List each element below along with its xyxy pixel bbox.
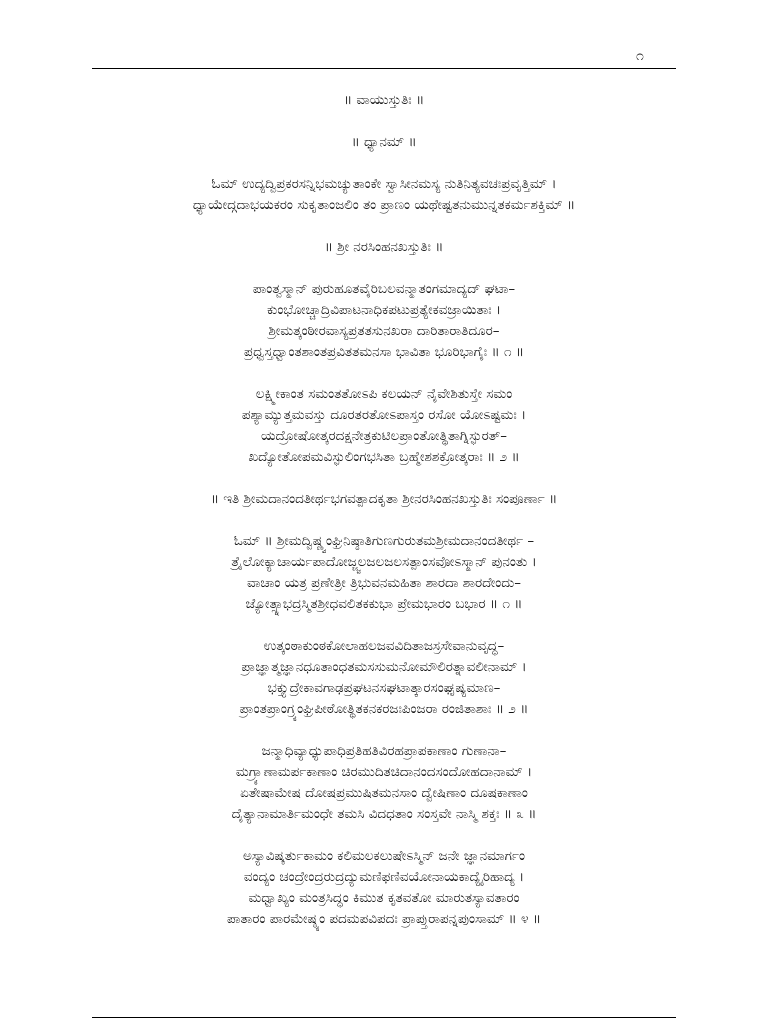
verse-line: ಪಶ್ಯಾಮ್ಯುತ್ತಮವಸ್ತು ದೂರತರತೋಽಪಾಸ್ತಂ ರಸೋ ಯೋಽಷ್ಟಮಃ ।	[241, 407, 527, 423]
verse-line: ಕುಂಭೋಚ್ಚಾದ್ರಿವಿಪಾಟನಾಧಿಕಪಟುಪ್ರತ್ಯೇಕವಜ್ರಾಯಿತಾಃ ।	[266, 302, 502, 318]
vayu-verse-4	[92, 846, 676, 930]
verse-line: ಏತೇಷಾಮೇಷ ದೋಷಪ್ರಮುಷಿತಮನಸಾಂ ದ್ವೇಷಿಣಾಂ ದೂಷಕಾಣಾಂ	[240, 785, 528, 801]
verse-line: ವಾಚಾಂ ಯತ್ರ ಪ್ರಣೇತ್ರೀ ತ್ರಿಭುವನಮಹಿತಾ ಶಾರದಾ ಶಾರದೇಂದು–	[246, 575, 522, 591]
verse-line: ಉತ್ಕಂಠಾಕುಂಠಕೋಲಾಹಲಜವವಿದಿತಾಜಸ್ರಸೇವಾನುವೃದ್ಧ–	[263, 638, 505, 654]
verse-line: ಪಾತಾರಂ ಪಾರಮೇಷ್ಠ್ಯಂ ಪದಮಪವಿಪದಃ ಪ್ರಾಪ್ತುರಾಪನ್ನಪುಂಸಾಮ್ ॥ ೪ ॥	[226, 911, 542, 927]
verse-line: ಶ್ರೀಮತ್ಕಂಠೀರವಾಸ್ಯಪ್ರತತಸುನಖರಾ ದಾರಿತಾರಾತಿದೂರ–	[268, 323, 500, 339]
verse-line: ಭಕ್ತ್ಯುದ್ರೇಕಾವಗಾಢಪ್ರಘಟನಸಘಟಾತ್ಕಾರಸಂಘೃಷ್ಯಮಾಣ–	[267, 680, 501, 696]
verse-line: ಮಗ್ರ್ಯಾಣಾಮರ್ಪಕಾಣಾಂ ಚಿರಮುದಿತಚಿದಾನಂದಸಂದೋಹದಾನಾಮ್ ।	[235, 764, 533, 780]
verse-line: ತ್ರೈಲೋಕ್ಯಾಚಾರ್ಯಪಾದೋಜ್ಜ್ವಲಜಲಜಲಸತ್ಪಾಂಸವೋಽಸ್ಮಾನ್ ಪುನಂತು ।	[231, 554, 537, 570]
verse-line: ದೈತ್ಯಾನಾಮಾರ್ತಿಮಂಧೇ ತಮಸಿ ವಿದಧತಾಂ ಸಂಸ್ತವೇ ನಾಸ್ಮಿ ಶಕ್ತಃ ॥ ೩ ॥	[231, 806, 537, 822]
dhyana-heading: ॥ ಧ್ಯಾನಮ್ ॥	[351, 134, 417, 150]
narasimha-heading: ॥ ಶ್ರೀ ನರಸಿಂಹನಖಸ್ತುತಿಃ ॥	[324, 239, 444, 255]
narasimha-verse-1	[92, 279, 676, 363]
verse-line: ಓಮ್ ಉದ್ಯದ್ವಿಪ್ರಕರಸನ್ನಿಭಮಚ್ಯುತಾಂಕೇ ಸ್ವಾಸೀನಮಸ್ಯ ನುತಿನಿತ್ಯವಚಃಪ್ರವೃತ್ತಿಮ್ ।	[211, 176, 557, 192]
verse-line: ಪ್ರಾಂತಪ್ರಾಂಗ್ರ್ಯಂಘ್ರಿಪೀಠೋತ್ಥಿತಕನಕರಜಃಪಿಂಜರಾ ರಂಜಿತಾಶಾಃ ॥ ೨ ॥	[239, 701, 529, 717]
footer-rule	[92, 1017, 676, 1018]
narasimha-verse-2	[92, 384, 676, 468]
header-rule	[92, 68, 676, 69]
colophon: ॥ ಇತಿ ಶ್ರೀಮದಾನಂದತೀರ್ಥಭಗವತ್ಪಾದಕೃತಾ ಶ್ರೀನರಸಿಂಹನಖಸ್ತುತಿಃ ಸಂಪೂರ್ಣಾ ॥	[210, 491, 558, 507]
verse-line: ಲಕ್ಷ್ಮೀಕಾಂತ ಸಮಂತತೋಽಪಿ ಕಲಯನ್ ನೈವೇಶಿತುಸ್ತೇ ಸಮಂ	[255, 386, 513, 402]
verse-line: ಖದ್ಯೋತೋಪಮವಿಸ್ಫುಲಿಂಗಭಸಿತಾ ಬ್ರಹ್ಮೇಶಶಕ್ರೋತ್ಕರಾಃ ॥ ೨ ॥	[248, 449, 520, 465]
verse-line: ಮಧ್ವಾಖ್ಯಂ ಮಂತ್ರಸಿದ್ಧಂ ಕಿಮುತ ಕೃತವತೋ ಮಾರುತಸ್ಯಾವತಾರಂ	[248, 890, 520, 906]
verse-line: ಪಾಂತ್ವಸ್ಮಾನ್ ಪುರುಹೂತವೈರಿಬಲವನ್ಮಾತಂಗಮಾದ್ಯದ್ ಘಟಾ–	[252, 281, 516, 297]
vayu-verse-3	[92, 741, 676, 825]
verse-line: ವಂದ್ಯಂ ಚಂದ್ರೇಂದ್ರರುದ್ರದ್ಯುಮಣಿಫಣಿವಯೋನಾಯಕಾದ್ಯೈರಿಹಾದ್ಯ ।	[243, 869, 525, 885]
verse-line: ಜನ್ಮಾಧಿವ್ಯಾಧ್ಯುಪಾಧಿಪ್ರತಿಹತಿವಿರಹಪ್ರಾಪಕಾಣಾಂ ಗುಣಾನಾ–	[261, 743, 507, 759]
document-body	[92, 90, 676, 930]
verse-line: ಓಮ್ ॥ ಶ್ರೀಮದ್ವಿಷ್ಣ್ವಂಘ್ರಿನಿಷ್ಠಾತಿಗುಣಗುರುತಮಶ್ರೀಮದಾನಂದತೀರ್ಥ –	[233, 533, 535, 549]
verse-line: ಯದ್ರೋಷೋತ್ಕರದಕ್ಷನೇತ್ರಕುಟಿಲಪ್ರಾಂತೋತ್ಥಿತಾಗ್ನಿಸ್ಫುರತ್–	[261, 428, 507, 444]
verse-line: ಧ್ಯಾಯೇದ್ಗದಾಭಯಕರಂ ಸುಕೃತಾಂಜಲಿಂ ತಂ ಪ್ರಾಣಂ ಯಥೇಷ್ಟತನುಮುನ್ನತಕರ್ಮಶಕ್ತಿಮ್ ॥	[192, 197, 576, 213]
verse-line: ಪ್ರಧ್ವಸ್ತಧ್ವಾಂತಶಾಂತಪ್ರವಿತತಮನಸಾ ಭಾವಿತಾ ಭೂರಿಭಾಗೈಃ ॥ ೧ ॥	[243, 344, 525, 360]
vayu-verse-1	[92, 531, 676, 615]
verse-line: ಅಸ್ಯಾವಿಷ್ಕರ್ತುಕಾಮಂ ಕಲಿಮಲಕಲುಷೇಽಸ್ಮಿನ್ ಜನೇ ಜ್ಞಾನಮಾರ್ಗಂ	[243, 848, 525, 864]
page-number: ೧	[636, 48, 644, 64]
dhyana-verse	[92, 174, 676, 216]
vayu-verse-2	[92, 636, 676, 720]
document-title: ॥ ವಾಯುಸ್ತುತಿಃ ॥	[343, 92, 425, 108]
verse-line: ಪ್ರಾಜ್ಞಾತ್ಮಜ್ಞಾನಧೂತಾಂಧತಮಸಸುಮನೋಮೌಲಿರತ್ನಾವಲೀನಾಮ್ ।	[241, 659, 527, 675]
verse-line: ಜ್ಯೋತ್ಸ್ನಾಭದ್ರಸ್ಮಿತಶ್ರೀಧವಲಿತಕಕುಭಾ ಪ್ರೇಮಭಾರಂ ಬಭಾರ ॥ ೧ ॥	[245, 596, 523, 612]
